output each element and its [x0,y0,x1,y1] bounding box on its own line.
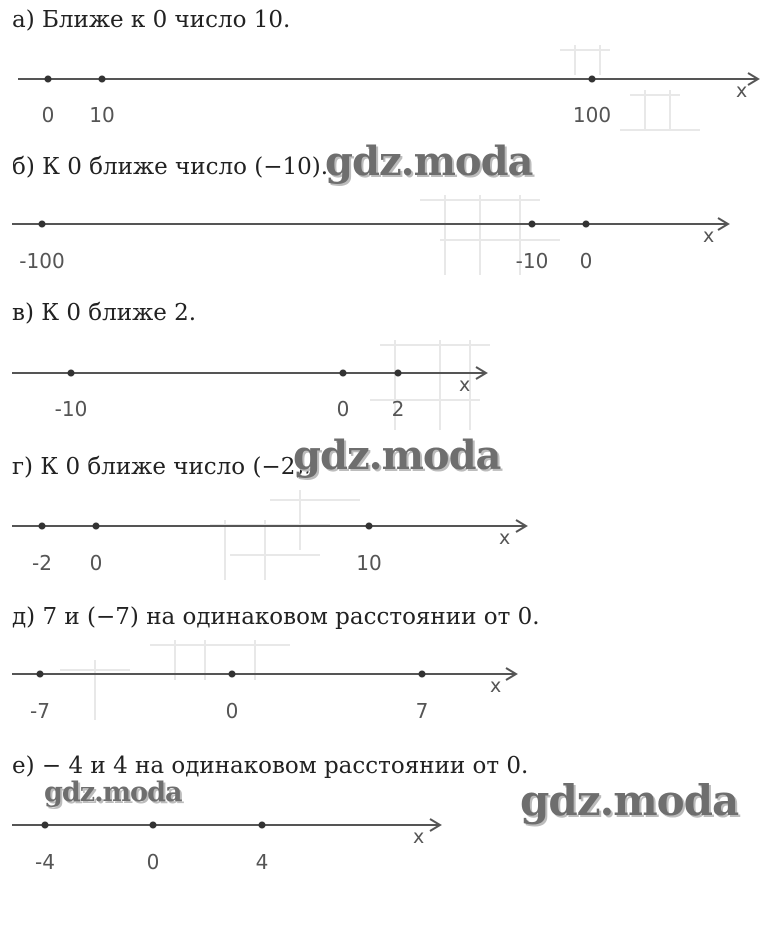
axis-label: x [736,80,748,102]
watermark: gdz.moda [325,138,533,185]
point-0 [150,822,157,829]
watermark: gdz.moda [44,777,182,808]
tick-label: 0 [146,850,160,874]
axis-label: x [413,826,425,848]
axis-label: x [459,374,471,396]
exercise-d-heading: г) К 0 ближе число (−2). [12,454,312,480]
tick-label: 7 [415,699,429,723]
watermark: gdz.moda [293,432,501,479]
tick-label: 0 [225,699,239,723]
tick-label: 2 [391,397,405,421]
watermark: gdz.moda [520,776,739,825]
axis-label: x [490,675,502,697]
tick-label: -10 [54,397,88,421]
tick-label: 0 [579,249,593,273]
tick-label: 0 [89,551,103,575]
axis-label: x [499,527,511,549]
exercise-b-heading: б) К 0 ближе число (−10). [12,154,329,180]
tick-label: -2 [32,551,52,575]
point-4 [259,822,266,829]
tick-label: -7 [30,699,50,723]
exercise-c-heading: в) К 0 ближе 2. [12,300,197,326]
tick-label: 0 [41,103,55,127]
point-minus-4 [42,822,49,829]
axis-label: x [703,225,715,247]
exercise-e-heading: д) 7 и (−7) на одинаковом расстоянии от 0. [12,604,540,630]
tick-label: 0 [336,397,350,421]
tick-label: 100 [572,103,612,127]
exercise-a-heading: а) Ближе к 0 число 10. [12,7,291,33]
tick-label: -100 [19,249,65,273]
tick-label: -4 [35,850,55,874]
tick-label: 10 [356,551,382,575]
tick-label: -10 [515,249,549,273]
tick-label: 10 [89,103,115,127]
exercise-f-heading: е) − 4 и 4 на одинаковом расстоянии от 0. [12,753,529,779]
tick-label: 4 [255,850,269,874]
